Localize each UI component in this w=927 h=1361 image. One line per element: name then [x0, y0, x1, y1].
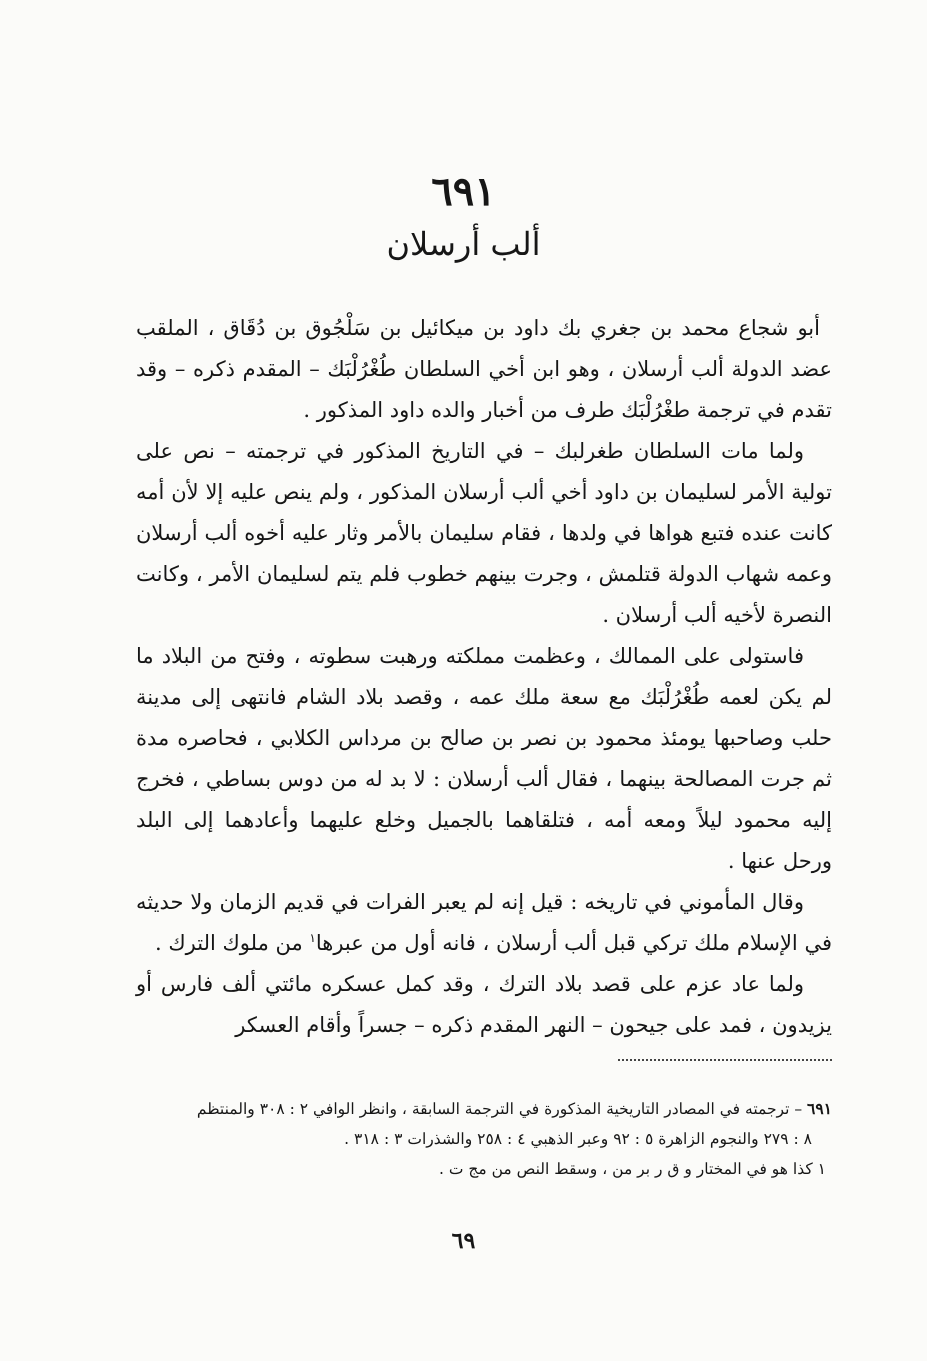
footnote-divider: [618, 1059, 832, 1061]
paragraph-1: أبو شجاع محمد بن جغري بك داود بن ميكائيل بن سَلْجُوق بن دُقَاق ، الملقب عضد الدولة ألب أرسلان ، وهو ابن أخي السلطان طُغْرُلْبَك – المقدم ذكره – وقد تقدم في ترجمة طغْرُلْبَك طرف من أخبار والده داود المذكور .: [136, 316, 832, 422]
footnote-1: [136, 1154, 832, 1184]
paragraph-3: فاستولى على الممالك ، وعظمت مملكته ورهبت سطوته ، وفتح من البلاد ما لم يكن لعمه طُغْرُلْبَك مع سعة ملك عمه ، وقصد بلاد الشام فانتهى إلى مدينة حلب وصاحبها يومئذ محمود بن نصر بن صالح بن مرداس الكلابي ، فحاصره مدة ثم جرت المصالحة بينهما ، فقال ألب أرسلان : لا بد له من دوس بساطي ، فخرج إليه محمود ليلاً ومعه أمه ، فتلقاهما بالجميل وخلع عليهما وأعادهما إلى البلد ورحل عنها .: [136, 644, 832, 873]
paragraph-4: [136, 882, 832, 964]
footnote-1-text: كذا هو في المختار و ق ر بر من ، وسقط النص من مج ت .: [439, 1160, 818, 1178]
footnote-691-label: ٦٩١: [807, 1099, 832, 1118]
footnotes: [136, 1094, 832, 1184]
biography-text: [136, 308, 832, 1046]
footnote-1-label: ١: [817, 1160, 826, 1178]
paragraph-4-text-a: وقال المأموني في تاريخه : قيل إنه لم يعبر الفرات في قديم الزمان ولا حديثه في الإسلام ملك تركي قبل ألب أرسلان ، فانه أول من عبرها: [136, 890, 832, 955]
entry-title: ألب أرسلان: [386, 225, 541, 263]
footnote-reference-1: ١: [309, 931, 316, 945]
paragraph-5: ولما عاد عزم على قصد بلاد الترك ، وقد كمل عسكره مائتي ألف فارس أو يزيدون ، فمد على جيحون – النهر المقدم ذكره – جسراً وأقام العسكر: [136, 972, 832, 1037]
footnote-691-continued: ٨ : ٢٧٩ والنجوم الزاهرة ٥ : ٩٢ وعبر الذهبي ٤ : ٢٥٨ والشذرات ٣ : ٣١٨ .: [344, 1130, 812, 1148]
paragraph-2: ولما مات السلطان طغرلبك – في التاريخ المذكور في ترجمته – نص على تولية الأمر لسليمان بن داود أخي ألب أرسلان المذكور ، ولم ينص عليه إلا لأن أمه كانت عنده فتبع هواها في ولدها ، فقام سليمان بالأمر وثار عليه أخوه ألب أرسلان وعمه شهاب الدولة قتلمش ، وجرت بينهم خطوب فلم يتم لسليمان الأمر ، وكانت النصرة لأخيه ألب أرسلان .: [136, 439, 832, 627]
entry-number: ٦٩١: [431, 168, 496, 215]
page-number: ٦٩: [451, 1228, 476, 1254]
footnote-691: [136, 1094, 832, 1124]
footnote-691-line1: – ترجمته في المصادر التاريخية المذكورة في الترجمة السابقة ، وانظر الوافي ٢ : ٣٠٨ والمنتظم: [196, 1100, 808, 1118]
paragraph-4-text-b: من ملوك الترك .: [154, 931, 310, 955]
